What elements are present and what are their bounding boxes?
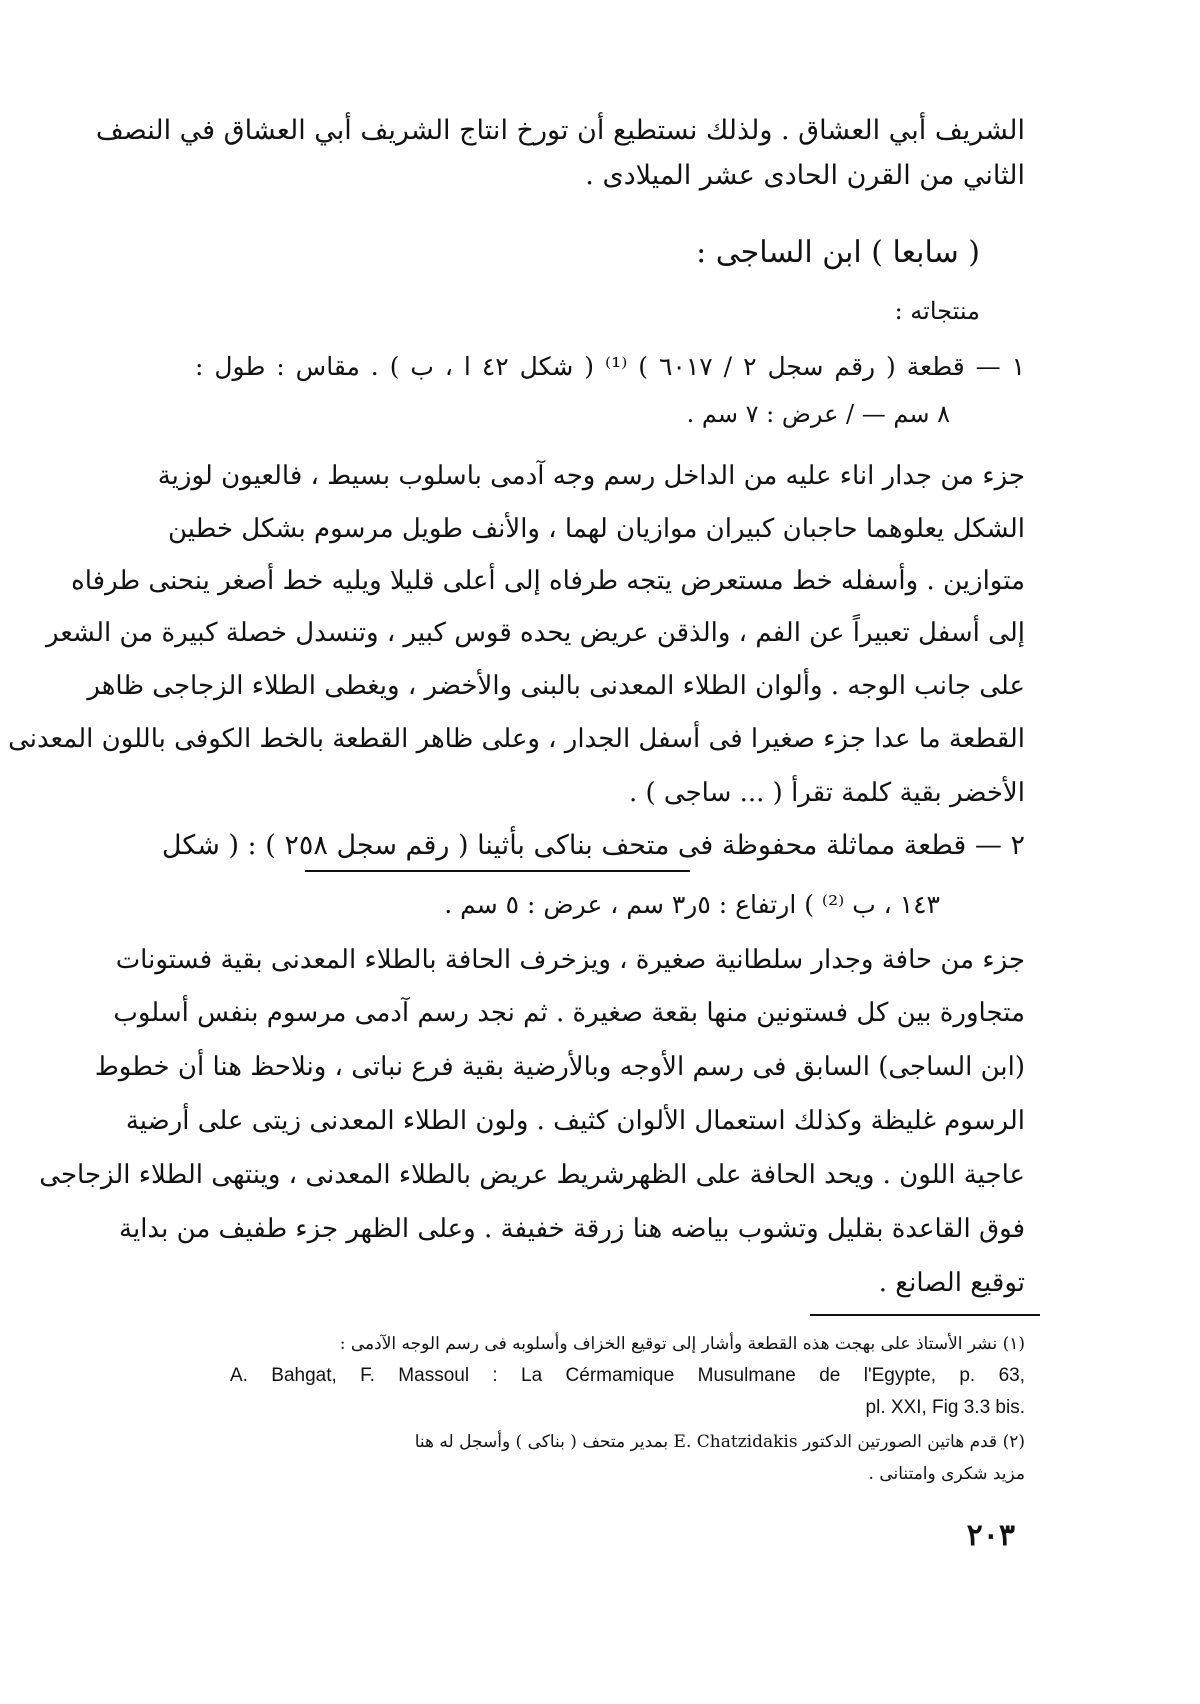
item1-title-line-2: ٨ سم — / عرض : ٧ سم . — [686, 400, 950, 428]
footnote-1-citation-cont: pl. XXI, Fig 3.3 bis. — [865, 1397, 1025, 1418]
item2-body-line: عاجية اللون . ويحد الحافة على الظهرشريط عريض بالطلاء المعدنى ، وينتهى الطلاء الزجاجى — [39, 1160, 1025, 1190]
intro-line-2: الثاني من القرن الحادى عشر الميلادى . — [585, 160, 1025, 191]
item1-body-line: الشكل يعلوهما حاجبان كبيران موازيان لهما ، والأنف طويل مرسوم بشكل خطين — [168, 514, 1025, 544]
footnote-1-citation: A. Bahgat, F. Massoul : La Cérmamique Musulmane de l'Egypte, p. 63, — [230, 1365, 1025, 1386]
products-label: منتجاته : — [894, 297, 980, 325]
footnote-separator — [810, 1314, 1040, 1316]
item2-body-line: (ابن الساجى) السابق فى رسم الأوجه وبالأرضية بقية فرع نباتى ، ونلاحظ هنا أن خطوط — [94, 1052, 1025, 1082]
intro-line-1: الشريف أبي العشاق . ولذلك نستطيع أن تورخ انتاج الشريف أبي العشاق في النصف — [95, 115, 1025, 146]
item1-title-line-1: ١ — قطعة ( رقم سجل ٢ / ٦٠١٧ ) ⁽¹⁾ ( شكل ٤٢ ا ، ب ) . مقاس : طول : — [195, 352, 1026, 381]
item2-body-line: الرسوم غليظة وكذلك استعمال الألوان كثيف . ولون الطلاء المعدنى زيتى على أرضية — [125, 1106, 1025, 1136]
item1-body-line: إلى أسفل تعبيراً عن الفم ، والذقن عريض يحده قوس كبير ، وتنسدل خصلة كبيرة من الشعر — [46, 618, 1025, 648]
item2-body-line: توقيع الصانع . — [878, 1268, 1025, 1298]
item1-body-line: على جانب الوجه . وألوان الطلاء المعدنى بالبنى والأخضر ، ويغطى الطلاء الزجاجى ظاهر — [87, 671, 1025, 701]
item1-body-line: القطعة ما عدا جزء صغيرا فى أسفل الجدار ، وعلى ظاهر القطعة بالخط الكوفى باللون المعدنى — [8, 724, 1025, 754]
page-number: ٢٠٣ — [966, 1518, 1015, 1553]
footnote-2: (٢) قدم هاتين الصورتين الدكتور E. Chatzidakis بمدير متحف ( بناكى ) وأسجل له هنا — [414, 1432, 1025, 1452]
item1-body-line: متوازين . وأسفله خط مستعرض يتجه طرفاه إلى أعلى قليلا ويليه خط أصغر ينحنى طرفاه — [71, 566, 1025, 596]
item2-body-line: متجاورة بين كل فستونين منها بقعة صغيرة . ثم نجد رسم آدمى مرسوم بنفس أسلوب — [113, 998, 1025, 1028]
item1-body-line: الأخضر بقية كلمة تقرأ ( ... ساجى ) . — [628, 778, 1025, 808]
footnote-1: (١) نشر الأستاذ على بهجت هذه القطعة وأشار إلى توقيع الخزاف وأسلوبه فى رسم الوجه الآدمى : — [339, 1334, 1025, 1354]
item2-body-line: فوق القاعدة بقليل وتشوب بياضه هنا زرقة خفيفة . وعلى الظهر جزء طفيف من بداية — [119, 1214, 1025, 1244]
item2-title-line-2: ١٤٣ ، ب ⁽²⁾ ) ارتفاع : ٥ر٣ سم ، عرض : ٥ سم . — [444, 890, 940, 919]
item2-title-line-1: ٢ — قطعة مماثلة محفوظة فى متحف بناكى بأثينا ( رقم سجل ٢٥٨ ) : ( شكل — [161, 830, 1025, 861]
section-heading: ( سابعا ) ابن الساجى : — [696, 235, 980, 270]
item2-body-line: جزء من حافة وجدار سلطانية صغيرة ، ويزخرف الحافة بالطلاء المعدنى بقية فستونات — [115, 945, 1025, 975]
footnote-2-cont: مزيد شكرى وامتنانى . — [868, 1464, 1025, 1484]
item1-body-line: جزء من جدار اناء عليه من الداخل رسم وجه آدمى باسلوب بسيط ، فالعيون لوزية — [157, 461, 1025, 491]
title-underline — [305, 870, 690, 872]
